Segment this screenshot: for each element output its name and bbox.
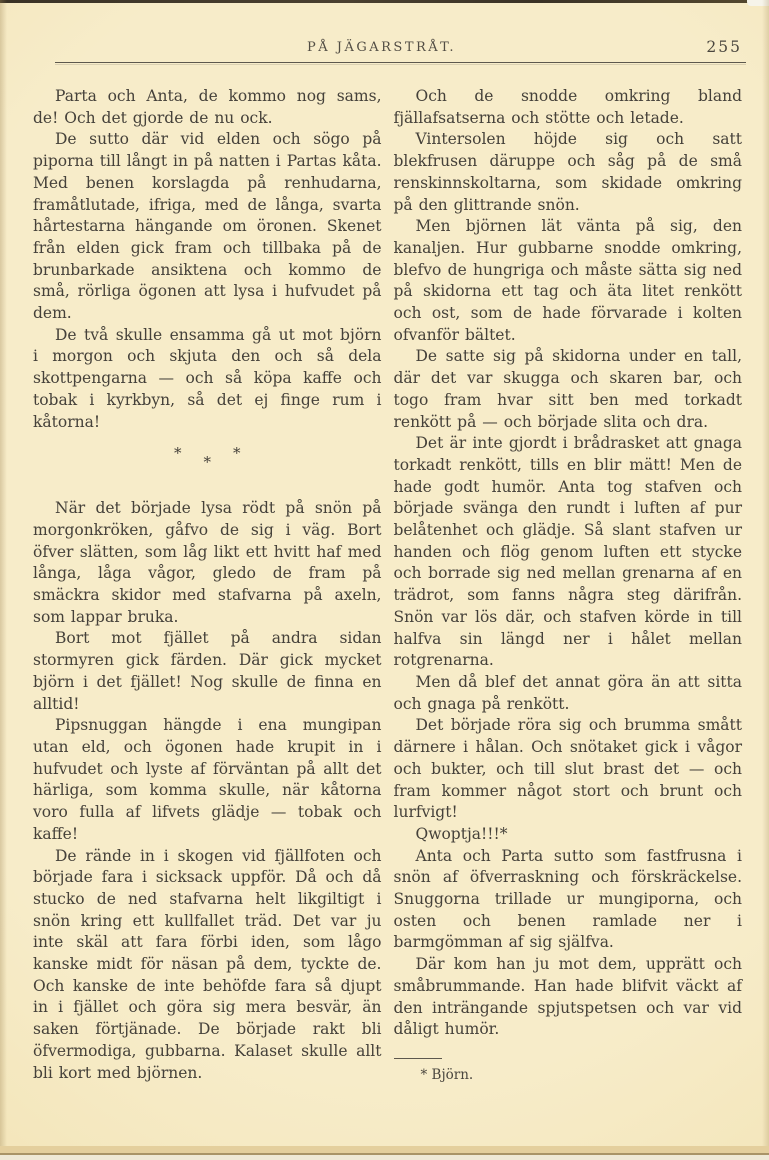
paragraph: Och de snodde omkring bland fjällafsatserna och stötte och letade. <box>393 87 742 127</box>
text-columns <box>33 86 742 1084</box>
footnote-rule <box>394 1058 442 1059</box>
scan-bottom-edge <box>0 1146 769 1160</box>
paragraph: De två skulle ensamma gå ut mot björn i morgon och skjuta den och så dela skottpengarna — och så köpa kaffe och tobak i kyrkbyn, så det ej finge rum i kåtorna! <box>33 325 382 431</box>
paragraph: Pipsnuggan hängde i ena mungipan utan eld, och ögonen hade krupit in i hufvudet och lyste af förväntan på allt det härliga, som komma skulle, när kåtorna voro fulla af lifvets glädje — tobak och kaffe! <box>33 716 382 843</box>
left-column-part1 <box>33 86 382 433</box>
paragraph: De sutto där vid elden och sögo på piporna till långt in på natten i Partas kåta. Med benen korslagda på renhudarna, framåtlutade, ifriga, med de långa, svarta hårtestarna hängande om öronen. Skenet från elden gick fram och tillbaka på de brunbarkade ansiktena och kommo de små, rörliga ögonen att lysa i hufvudet på dem. <box>33 130 382 323</box>
paragraph: Bort mot fjället på andra sidan stormyren gick färden. Där gick mycket björn i det fjället! Nog skulle de finna en alltid! <box>33 629 382 713</box>
paragraph: Där kom han ju mot dem, upprätt och småbrummande. Han hade blifvit väckt af den inträngande spjutspetsen och var vid dåligt humör. <box>393 955 742 1039</box>
asterisk-icon: * <box>203 453 211 472</box>
paragraph: Men då blef det annat göra än att sitta och gnaga på renkött. <box>393 672 742 713</box>
paragraph: När det började lysa rödt på snön på morgonkröken, gåfvo de sig i väg. Bort öfver slätten, som låg likt ett hvitt haf med långa, låga vågor, gledo de fram på smäckra skidor med stafvarna på axeln, som lappar bruka. <box>33 499 382 626</box>
right-column <box>394 86 743 1084</box>
asterisk-icon: * <box>174 444 182 463</box>
paragraph: Vintersolen höjde sig och satt blekfrusen däruppe och såg på de små renskinnskoltarna, som skidade omkring på den glittrande snön. <box>393 130 742 214</box>
paragraph: Det är inte gjordt i brådrasket att gnaga torkadt renkött, tills en blir mätt! Men de hade godt humör. Anta tog stafven och började svänga den rundt i luften af pur belåtenhet och glädje. Så slant stafven ur handen och flög genom luften ett stycke och borrade sig ned mellan grenarna af en trädrot, som fanns några steg därifrån. Snön var lös där, och stafven körde in till halfva sin längd ner i hålet mellan rotgrenarna. <box>393 434 742 670</box>
paragraph: De satte sig på skidorna under en tall, där det var skugga och skaren bar, och togo fram hvar sitt ben med torkadt renkött på — och började slita och dra. <box>393 347 742 431</box>
left-column-part2 <box>33 498 382 1084</box>
scan-left-shadow <box>0 0 7 1160</box>
section-break <box>33 444 382 486</box>
footnote-text: * Björn. <box>420 1066 474 1083</box>
paragraph: Det började röra sig och brumma smått därnere i hålan. Och snötaket gick i vågor och bukter, och till slut brast det — och fram kommer något stort och brunt och lurfvigt! <box>393 716 742 822</box>
header-rule <box>55 62 746 63</box>
scan-top-edge <box>0 0 769 3</box>
paragraph: Anta och Parta sutto som fastfrusna i snön af öfverraskning och förskräckelse. Snuggorna trillade ur mungiporna, och osten och benen ramlade ner i barmgömman af sig själfva. <box>393 846 742 952</box>
page-header <box>0 38 769 62</box>
running-title: PÅ JÄGARSTRÅT. <box>306 40 457 55</box>
asterisk-icon: * <box>233 444 241 463</box>
left-column <box>33 86 382 1084</box>
paragraph: Parta och Anta, de kommo nog sams, de! Och det gjorde de nu ock. <box>33 87 382 127</box>
right-column-text <box>394 86 743 1041</box>
paragraph: Qwoptja!!!* <box>415 824 508 843</box>
paragraph: De rände in i skogen vid fjällfoten och började fara i sicksack uppför. Då och då stucko de ned stafvarna helt likgiltigt i snön kring ett kullfallet träd. Det var ju inte skäl att fara förbi iden, som lågo kanske midt för näsan på dem, tyckte de. Och kanske de inte behöfde fara så djupt in i fjället och göra sig mera besvär, än saken förtjänade. De började rakt bli öfvermodiga, gubbarna. Kalaset skulle allt bli kort med björnen. <box>33 846 382 1082</box>
scan-right-shadow <box>762 0 769 1160</box>
footnote <box>394 1058 743 1084</box>
paragraph: Men björnen lät vänta på sig, den kanaljen. Hur gubbarne snodde omkring, blefvo de hungriga och måste sätta sig ned på skidorna ett tag och äta litet renkött och ost, som de hade förvarade i kolten ofvanför bältet. <box>393 217 742 344</box>
page-number: 255 <box>706 38 742 56</box>
